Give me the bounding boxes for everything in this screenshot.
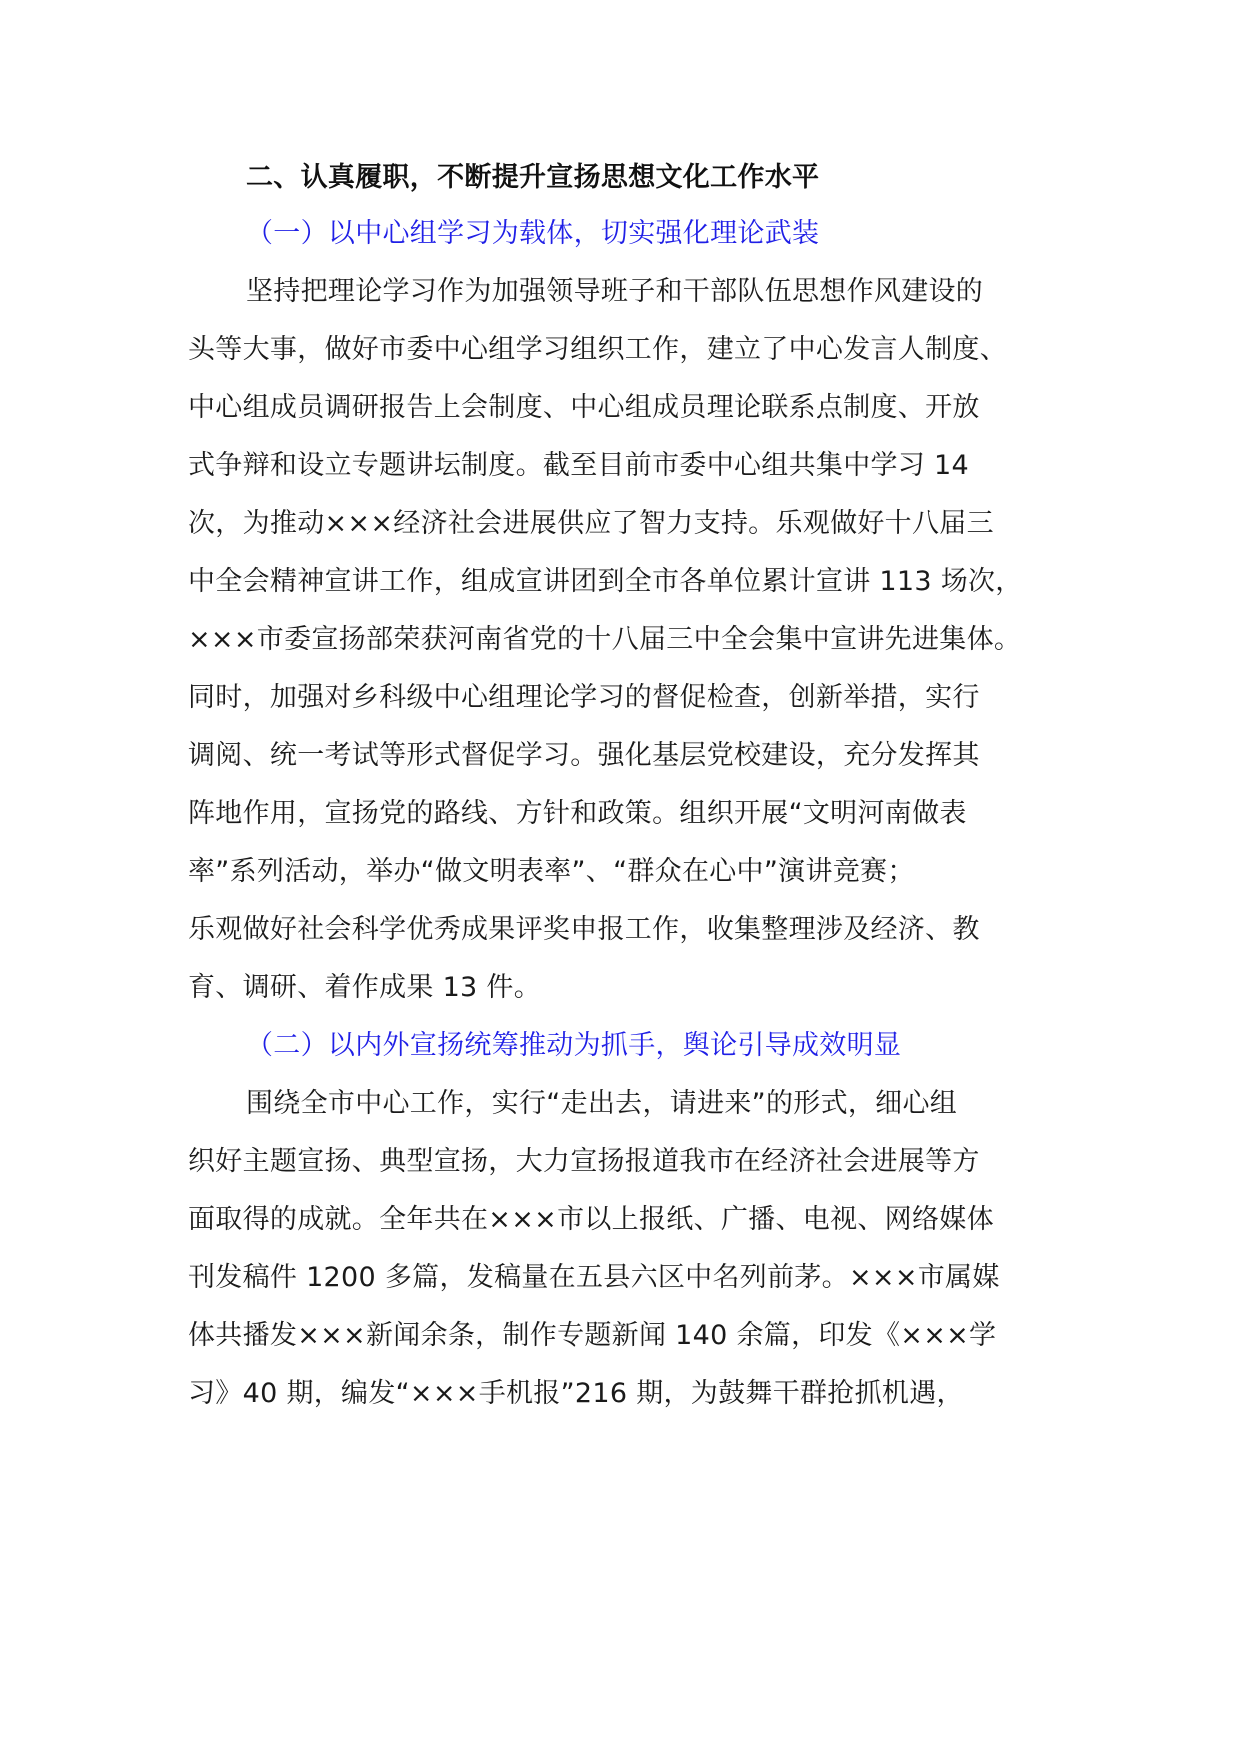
subsection-1-title: （一）以中心组学习为载体，切实强化理论武装: [246, 218, 820, 249]
paragraph-2-line-6: 习》40 期，编发“×××手机报”216 期，为鼓舞干群抢抓机遇，: [188, 1378, 964, 1409]
paragraph-2-line-2: 织好主题宣扬、典型宣扬，大力宣扬报道我市在经济社会进展等方: [188, 1146, 980, 1177]
paragraph-2-line-4: 刊发稿件 1200 多篇，发稿量在五县六区中名列前茅。×××市属媒: [188, 1262, 1000, 1293]
paragraph-1-line-11: 率”系列活动，举办“做文明表率”、“群众在心中”演讲竞赛；: [188, 856, 915, 887]
paragraph-1-line-1: 坚持把理论学习作为加强领导班子和干部队伍思想作风建设的: [246, 276, 984, 307]
subsection-2-title: （二）以内外宣扬统筹推动为抓手，舆论引导成效明显: [246, 1030, 902, 1061]
paragraph-2-line-5: 体共播发×××新闻余条，制作专题新闻 140 余篇，印发《×××学: [188, 1320, 997, 1351]
paragraph-1-line-7: ×××市委宣扬部荣获河南省党的十八届三中全会集中宣讲先进集体。: [188, 624, 1022, 655]
paragraph-1-line-8: 同时，加强对乡科级中心组理论学习的督促检查，创新举措，实行: [188, 682, 980, 713]
paragraph-1-line-5: 次，为推动×××经济社会进展供应了智力支持。乐观做好十八届三: [188, 508, 994, 539]
paragraph-1-line-6: 中全会精神宣讲工作，组成宣讲团到全市各单位累计宣讲 113 场次，: [188, 566, 1023, 597]
paragraph-1-line-10: 阵地作用，宣扬党的路线、方针和政策。组织开展“文明河南做表: [188, 798, 967, 829]
paragraph-1-line-9: 调阅、统一考试等形式督促学习。强化基层党校建设，充分发挥其: [188, 740, 980, 771]
section-title: 二、认真履职，不断提升宣扬思想文化工作水平: [246, 162, 820, 193]
paragraph-2-line-3: 面取得的成就。全年共在×××市以上报纸、广播、电视、网络媒体: [188, 1204, 994, 1235]
paragraph-1-line-13: 育、调研、着作成果 13 件。: [188, 972, 542, 1003]
paragraph-1-line-4: 式争辩和设立专题讲坛制度。截至目前市委中心组共集中学习 14: [188, 450, 969, 481]
paragraph-1-line-2: 头等大事，做好市委中心组学习组织工作，建立了中心发言人制度、: [188, 334, 1007, 365]
paragraph-2-line-1: 围绕全市中心工作，实行“走出去，请进来”的形式，细心组: [246, 1088, 958, 1119]
paragraph-1-line-12: 乐观做好社会科学优秀成果评奖申报工作，收集整理涉及经济、教: [188, 914, 980, 945]
paragraph-1-line-3: 中心组成员调研报告上会制度、中心组成员理论联系点制度、开放: [188, 392, 980, 423]
